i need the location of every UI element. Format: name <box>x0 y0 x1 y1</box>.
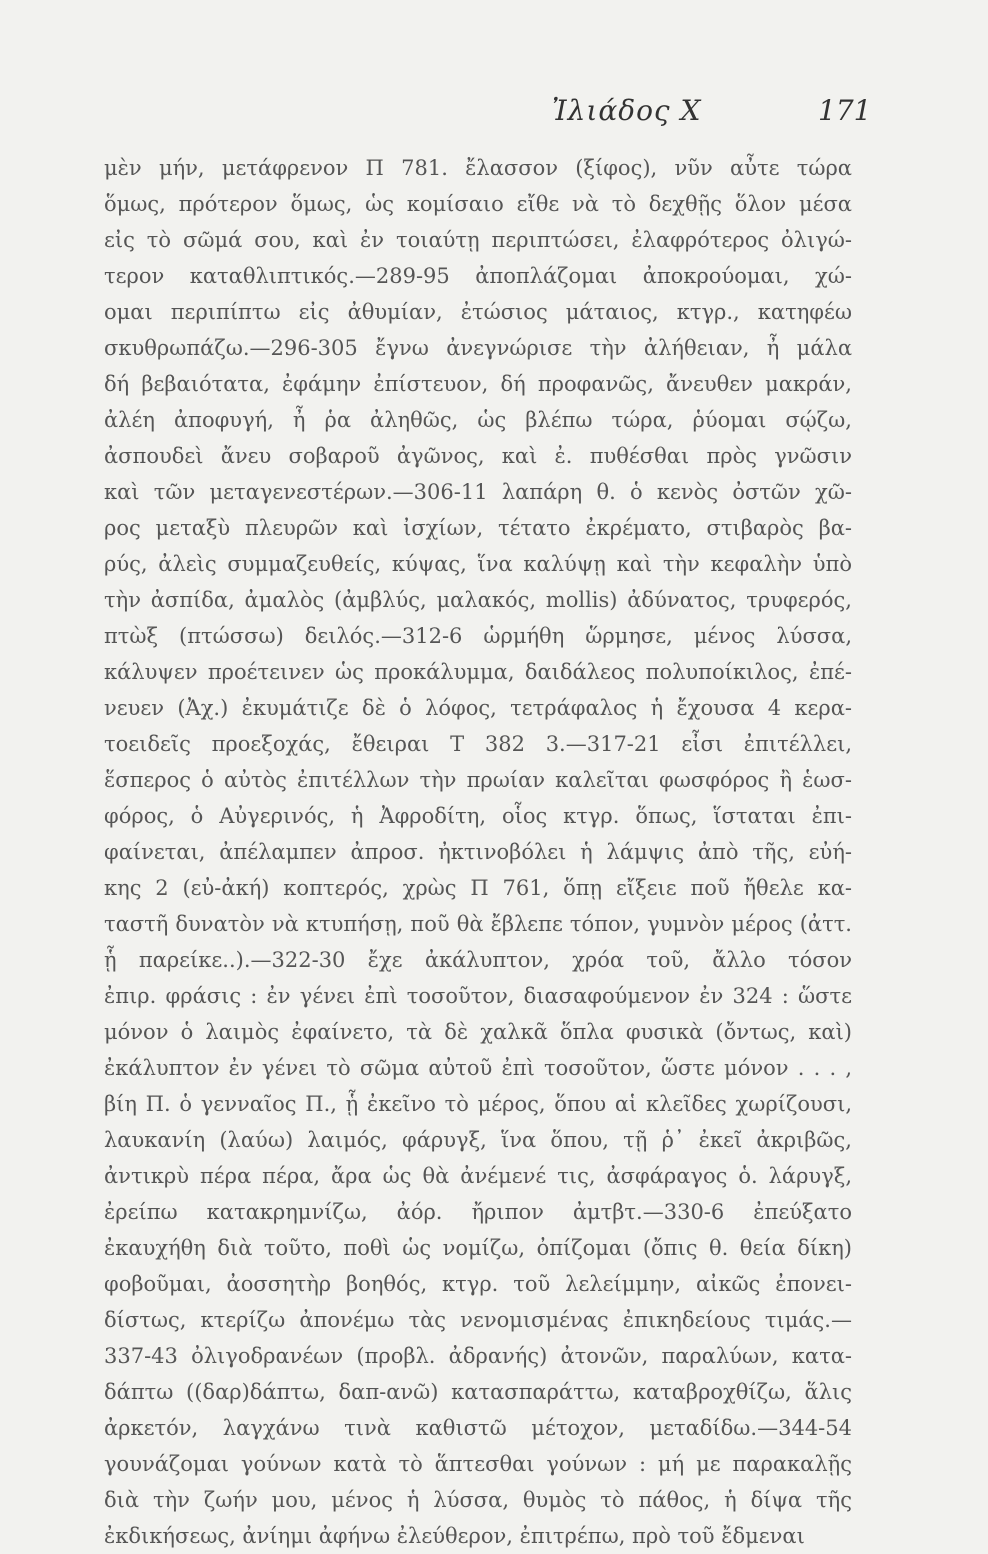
text-line: ᾗ παρείκε..).—322-30 ἔχε ἀκάλυπτον, χρόα τοῦ, ἄλλο τόσον <box>104 948 852 972</box>
text-line: βίη Π. ὁ γενναῖος Π., ᾗ ἐκεῖνο τὸ μέρος, ὅπου αἱ κλεῖδες χωρίζουσι, <box>104 1092 852 1116</box>
text-line: ἕσπερος ὁ αὐτὸς ἐπιτέλλων τὴν πρωίαν καλεῖται φωσφόρος ἢ ἑωσ- <box>104 768 852 792</box>
text-line: καὶ τῶν μεταγενεστέρων.—306-11 λαπάρη θ. ὁ κενὸς ὀστῶν χῶ- <box>104 480 852 504</box>
text-line: ἀντικρὺ πέρα πέρα, ἄρα ὡς θὰ ἀνέμενέ τις, ἀσφάραγος ὁ. λάρυγξ, <box>104 1164 852 1188</box>
text-line: σκυθρωπάζω.—296-305 ἔγνω ἀνεγνώρισε τὴν ἀλήθειαν, ἦ μάλα <box>104 336 852 360</box>
page-header <box>0 94 988 144</box>
text-line: 337-43 ὀλιγοδρανέων (προβλ. ἀδρανής) ἀτονῶν, παραλύων, κατα- <box>104 1344 852 1368</box>
text-line: ἐκδικήσεως, ἀνίημι ἀφήνω ἐλεύθερον, ἐπιτρέπω, πρὸ τοῦ ἔδμεναι <box>104 1524 805 1548</box>
text-line: γουνάζομαι γούνων κατὰ τὸ ἅπτεσθαι γούνων : μή με παρακαλῇς <box>104 1452 852 1476</box>
text-line: δάπτω ((δαρ)δάπτω, δαπ-ανῶ) κατασπαράττω, καταβροχθίζω, ἅλις <box>104 1380 852 1404</box>
text-line: ομαι περιπίπτω εἰς ἀθυμίαν, ἐτώσιος μάταιος, κτγρ., κατηφέω <box>104 300 852 324</box>
text-line: δίστως, κτερίζω ἀπονέμω τὰς νενομισμένας ἐπικηδείους τιμάς.— <box>104 1308 852 1332</box>
text-line: δή βεβαιότατα, ἐφάμην ἐπίστευον, δή προφανῶς, ἄνευθεν μακράν, <box>104 372 852 396</box>
text-line: ἀσπουδεὶ ἄνευ σοβαροῦ ἀγῶνος, καὶ ἐ. πυθέσθαι πρὸς γνῶσιν <box>104 444 852 468</box>
text-line: ἐκαυχήθη διὰ τοῦτο, ποθὶ ὡς νομίζω, ὀπίζομαι (ὄπις θ. θεία δίκη) <box>104 1236 852 1260</box>
text-line: φοβοῦμαι, ἀοσσητὴρ βοηθός, κτγρ. τοῦ λελείμμην, αἰκῶς ἐπονει- <box>104 1272 852 1296</box>
text-line: μὲν μήν, μετάφρενον Π 781. ἔλασσον (ξίφος), νῦν αὖτε τώρα <box>104 156 852 180</box>
text-line: κάλυψεν προέτεινεν ὡς προκάλυμμα, δαιδάλεος πολυποίκιλος, ἐπέ- <box>104 660 852 684</box>
commentary-text <box>104 150 852 1554</box>
text-line: νευεν (Ἀχ.) ἐκυμάτιζε δὲ ὁ λόφος, τετράφαλος ἡ ἔχουσα 4 κερα- <box>104 696 852 720</box>
text-line: ἐκάλυπτον ἐν γένει τὸ σῶμα αὐτοῦ ἐπὶ τοσοῦτον, ὥστε μόνον . . . , <box>104 1056 852 1080</box>
text-line: ὅμως, πρότερον ὅμως, ὡς κομίσαιο εἴθε νὰ τὸ δεχθῇς ὅλον μέσα <box>104 192 852 216</box>
text-line: φαίνεται, ἀπέλαμπεν ἀπροσ. ἠκτινοβόλει ἡ λάμψις ἀπὸ τῆς, εὐή- <box>104 840 852 864</box>
text-line: πτὼξ (πτώσσω) δειλός.—312-6 ὡρμήθη ὥρμησε, μένος λύσσα, <box>104 624 852 648</box>
text-line: εἰς τὸ σῶμά σου, καὶ ἐν τοιαύτῃ περιπτώσει, ἐλαφρότερος ὀλιγώ- <box>104 228 852 252</box>
text-line: διὰ τὴν ζωήν μου, μένος ἡ λύσσα, θυμὸς τὸ πάθος, ἡ δίψα τῆς <box>104 1488 852 1512</box>
text-line: τερον καταθλιπτικός.—289-95 ἀποπλάζομαι ἀποκρούομαι, χώ- <box>104 264 852 288</box>
text-line: ρύς, ἀλεὶς συμμαζευθείς, κύψας, ἵνα καλύψῃ καὶ τὴν κεφαλὴν ὑπὸ <box>104 552 852 576</box>
text-line: ἀρκετόν, λαγχάνω τινὰ καθιστῶ μέτοχον, μεταδίδω.—344-54 <box>104 1416 852 1440</box>
text-line: ἐπιρ. φράσις : ἐν γένει ἐπὶ τοσοῦτον, διασαφούμενον ἐν 324 : ὥστε <box>104 984 852 1008</box>
text-line: τὴν ἀσπίδα, ἀμαλὸς (ἀμβλύς, μαλακός, mollis) ἀδύνατος, τρυφερός, <box>104 588 852 612</box>
text-line: ταστῆ δυνατὸν νὰ κτυπήσῃ, ποῦ θὰ ἔβλεπε τόπον, γυμνὸν μέρος (ἀττ. <box>104 912 852 936</box>
text-line: τοειδεῖς προεξοχάς, ἔθειραι Τ 382 3.—317-21 εἶσι ἐπιτέλλει, <box>104 732 852 756</box>
text-line: λαυκανίη (λαύω) λαιμός, φάρυγξ, ἵνα ὅπου, τῇ ῥ᾽ ἐκεῖ ἀκριβῶς, <box>104 1128 852 1152</box>
text-line: ἐρείπω κατακρημνίζω, ἀόρ. ἤριπον ἀμτβτ.—330-6 ἐπεύξατο <box>104 1200 852 1224</box>
text-line: ρος μεταξὺ πλευρῶν καὶ ἰσχίων, τέτατο ἐκρέματο, στιβαρὸς βα- <box>104 516 852 540</box>
text-line: κης 2 (εὐ-ἀκή) κοπτερός, χρὼς Π 761, ὅπῃ εἴξειε ποῦ ἤθελε κα- <box>104 876 852 900</box>
text-line: ἀλέη ἀποφυγή, ἦ ῥα ἀληθῶς, ὡς βλέπω τώρα, ῥύομαι σῴζω, <box>104 408 852 432</box>
running-title: Ἰλιάδος X <box>552 94 702 127</box>
text-line: φόρος, ὁ Αὐγερινός, ἡ Ἀφροδίτη, οἷος κτγρ. ὅπως, ἵσταται ἐπι- <box>104 804 852 828</box>
page-number: 171 <box>818 94 872 127</box>
text-line: μόνον ὁ λαιμὸς ἐφαίνετο, τὰ δὲ χαλκᾶ ὅπλα φυσικὰ (ὄντως, καὶ) <box>104 1020 852 1044</box>
